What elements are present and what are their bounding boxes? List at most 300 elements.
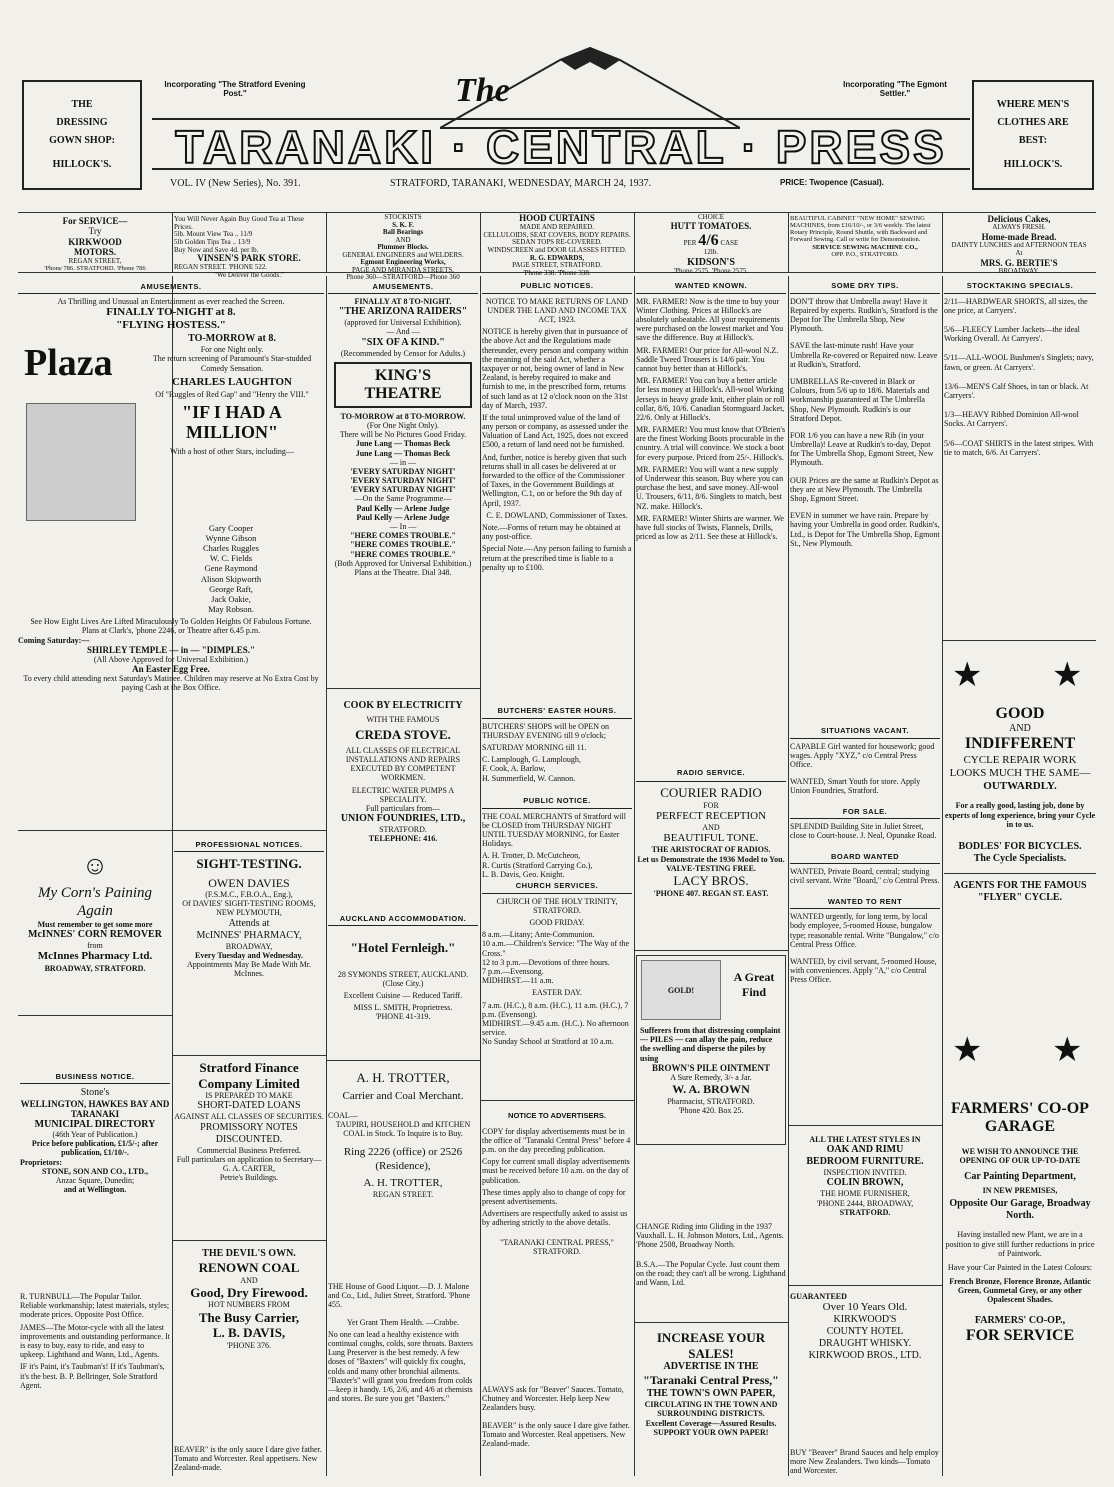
ad-line: MADE AND REPAIRED.	[519, 222, 595, 231]
corn-line: McINNES' CORN REMOVER	[28, 929, 162, 941]
ad-sewing-machine	[790, 215, 940, 258]
ointment-line: A Great Find	[733, 970, 775, 999]
col1-amusements	[18, 280, 324, 830]
ad-line: ALWAYS FRESH.	[992, 223, 1046, 232]
ad-line: 'Phone 786. STRATFORD. 'Phone 786	[44, 265, 146, 273]
finance-line: G. A. CARTER,	[222, 1163, 276, 1173]
corn-line: My Corn's Paining Again	[37, 885, 153, 919]
laughton-photo	[26, 403, 136, 521]
cycle-line: OUTWARDLY.	[983, 780, 1057, 793]
ointment-line: 'Phone 420. Box 25.	[678, 1106, 744, 1116]
col2-finance	[174, 1060, 324, 1182]
furniture-line: THE HOME FURNISHER,	[820, 1189, 910, 1199]
notice-para: Note.—Forms of return may be obtained at any post-office.	[482, 522, 621, 542]
corn-line: BROADWAY, STRATFORD.	[44, 963, 146, 973]
ad-line: BEAUTIFUL CABINET "NEW HOME" SEWING MACHINES, from £16/10/-, or 3/6 weekly. The latest Rotary Principle, Round Shuttle, with Backward and Forward Sewing. Call or write for Demonstration.	[790, 215, 931, 244]
ointment-line: GOLD!	[667, 986, 695, 995]
coal-line: HOT NUMBERS FROM	[208, 1300, 290, 1310]
section-heading: BUTCHERS' EASTER HOURS.	[482, 705, 632, 719]
ad-line: Egmont Engineering Works,	[360, 258, 446, 267]
whisky-line: KIRKWOOD BROS., LTD.	[808, 1350, 922, 1362]
garage-line: French Bronze, Florence Bronze, Atlantic Green, Gunmetal Grey, or any other Opalescent Shades.	[949, 1277, 1091, 1305]
sales-line: Excellent Coverage—Assured Results.	[645, 1418, 777, 1428]
special-ad: 2/11—HARDWEAR SHORTS, all sizes, the one price, at Carryers'.	[944, 296, 1088, 315]
radio-line: FOR	[703, 800, 719, 810]
ad-line: VINSEN'S PARK STORE.	[197, 253, 301, 264]
dateline: STRATFORD, TARANAKI, WEDNESDAY, MARCH 24, 1937.	[390, 178, 652, 189]
corn-line: McInnes Pharmacy Ltd.	[37, 950, 153, 963]
farmer-ad: MR. FARMER! You must know that O'Brien's are the finest Working Boots procurable in the country. A trial will convince. We stock a boot for every purpose. Priced from 25/-. Hillock's.	[636, 425, 785, 462]
whisky-line: COUNTY HOTEL	[826, 1326, 904, 1338]
radio-line: VALVE-TESTING FREE.	[666, 864, 756, 874]
small-ad: B.S.A.—The Popular Cycle. Just count them on the road; they can't all be wrong. Lighthand and Wann, Ltd.	[636, 1259, 786, 1287]
notice-para: 8 a.m.—Litany; Ante-Communion.	[482, 930, 595, 940]
ad-vinsen	[174, 216, 324, 280]
trotter-line: Ring 2226 (office) or 2526 (Residence),	[343, 1146, 463, 1172]
notice-para: C. Lamplough, G. Lamplough,	[482, 755, 581, 765]
creda-line: STRATFORD.	[379, 825, 427, 835]
ad-line: Plummer Blocks.	[377, 243, 429, 252]
finance-line: SHORT-DATED LOANS	[197, 1100, 301, 1112]
accom-line: Excellent Cuisine — Reduced Tariff.	[343, 990, 463, 1000]
ad-line: CHOICE	[697, 213, 725, 221]
radio-line: COURIER RADIO	[660, 785, 762, 800]
radio-line: 'PHONE 407. REGAN ST. EAST.	[653, 888, 769, 898]
plaza-line: With a host of other Stars, including—	[170, 446, 294, 456]
garage-line: FOR SERVICE	[965, 1326, 1075, 1344]
cycle-line: CYCLE REPAIR WORK	[963, 753, 1077, 766]
plaza-line: The return screening of Paramount's Star-studded Comedy Sensation.	[152, 354, 312, 373]
finance-line: PROMISSORY NOTES DISCOUNTED.	[200, 1121, 298, 1145]
kings-line: Plans at the Theatre. Dial 348.	[354, 567, 452, 577]
ad-line: You Will Never Again Buy Good Tea at These Prices.	[174, 215, 304, 231]
notice-para: SATURDAY MORNING till 11.	[482, 743, 587, 752]
ad-egmont-engineering	[328, 214, 478, 282]
ad-line: Delicious Cakes,	[987, 214, 1051, 224]
accom-line: 'PHONE 41-319.	[375, 1012, 431, 1022]
star-name: Wynne Gibson	[205, 532, 257, 543]
notice-para: If the total unimproved value of the land of any person or company, as assessed under the Valuation of Land Act, 1925, does not exceed £500, a return of land need not be furnished.	[482, 412, 629, 450]
classified-ad: SPLENDID Building Site in Juliet Street, close to Court-house. J. Neal, Opunake Road.	[790, 822, 937, 841]
small-ad: No one can lead a healthy existence with continual coughs, colds, sore throats. Baxters Lung Preserver is the best remedy. A few doses of "Baxters" will quickly fix coughs, colds and many other bronchial ailments. "Baxter's" will grant you freedom from colds—keep it handy. 1/6, 2/6, and 4/6 at chemists and stores. Be sure you get "Baxters."	[328, 1329, 473, 1404]
kings-line: (For One Night Only).	[367, 420, 439, 430]
accom-line: "Hotel Fernleigh."	[350, 940, 456, 955]
creda-line: TELEPHONE: 416.	[368, 834, 438, 844]
notice-para: 12 to 3 p.m.—Devotions of three hours.	[482, 957, 610, 967]
ad-line: HUTT TOMATOES.	[670, 220, 752, 231]
cycle-line: AGENTS FOR THE FAMOUS	[953, 879, 1087, 891]
notice-para: These times apply also to change of copy for present advertisements.	[482, 1187, 626, 1206]
ad-line: For SERVICE—	[62, 216, 128, 226]
plaza-line: See How Eight Lives Are Lifted Miraculously To Golden Heights Of Fabulous Fortune.	[30, 617, 312, 627]
ointment-line: W. A. BROWN	[672, 1081, 750, 1096]
star-icon: ★	[1052, 657, 1083, 694]
kings-line: June Lang — Thomas Beck	[355, 439, 451, 449]
kings-line: "HERE COMES TROUBLE."	[350, 531, 456, 541]
section-heading: WANTED TO RENT	[790, 896, 940, 910]
notice-para: R. Curtis (Stratford Carrying Co.),	[482, 860, 593, 870]
notice-para: L. B. Davis, Geo. Knight.	[482, 869, 565, 879]
kings-line: "THE ARIZONA RAIDERS"	[338, 306, 468, 318]
col4-church	[482, 880, 632, 1046]
corn-line: Must remember to get some more	[37, 920, 153, 929]
cycle-line: BODLES' FOR BICYCLES.	[958, 840, 1082, 852]
notice-para: COPY for display advertisements must be in the office of "Taranaki Central Press" before 4 p.m. on the day preceding publication.	[482, 1126, 631, 1154]
col3-smalls	[328, 1282, 478, 1406]
business-line: (46th Year of Publication.)	[52, 1130, 138, 1139]
notice-para: "TARANAKI CENTRAL PRESS," STRATFORD.	[500, 1237, 614, 1256]
incorporating-right: Incorporating "The Egmont Settler."	[843, 80, 947, 99]
section-heading: RADIO SERVICE.	[636, 765, 786, 782]
tip-ad: UMBRELLAS Re-covered in Black or Colours, from 5/6 up to 18/6. Materials and workmanship guaranteed at The Umbrella Shop, New Plymouth. Rudkin's is our Stratford Depot.	[790, 376, 930, 423]
notice-para: C. E. DOWLAND, Commissioner of Taxes.	[486, 510, 628, 520]
price-line: PRICE: Twopence (Casual).	[780, 178, 884, 187]
col7-stocktaking	[944, 280, 1096, 467]
star-icon: ★	[952, 657, 983, 694]
notice-para: Advertisers are respectfully asked to assist us by adhering strictly to the above details.	[482, 1209, 628, 1228]
plaza-line: TO-MORROW at 8.	[188, 332, 276, 344]
cycle-line: GOOD	[995, 705, 1045, 722]
kings-theatre-banner: KING'S THEATRE	[334, 362, 472, 408]
accom-line: 28 SYMONDS STREET, AUCKLAND. (Close City.)	[337, 969, 469, 988]
notice-para: And, further, notice is hereby given that such returns shall in all cases be delivered at or forwarded to the office of the Commissioner of Taxes, in the Government Buildings at Wellington, C.1, on or before the 9th day of April, 1937.	[482, 452, 627, 508]
col5-smalls	[636, 1222, 786, 1290]
prospector-cartoon-icon	[641, 960, 721, 1020]
farmer-ad: MR. FARMER! You will want a new supply of Underwear this season. Buy where you can purchase the best, and save money. All-wool U. Trousers, 6/11, 8/6. Singlets to match, best NZ. make. Hillock's.	[636, 464, 784, 511]
business-line: Proprietors:	[20, 1157, 63, 1167]
special-ad: 5/6—COAT SHIRTS in the latest stripes. With tie to match, 6/6. At Carryers'.	[944, 438, 1094, 457]
ad-line: GENERAL ENGINEERS and WELDERS.	[342, 250, 464, 259]
farmer-ad: MR. FARMER! Now is the time to buy your Winter Clothing. Prices at Hillock's are absolutely unbeatable. All your requirements were purchased on the lowest market and You save the difference. Buy at Hillock's.	[636, 296, 784, 343]
star-name: Gary Cooper	[208, 522, 254, 533]
col4-public-notices	[482, 280, 632, 575]
col6-furniture	[790, 1135, 940, 1217]
kings-line: 'EVERY SATURDAY NIGHT'	[350, 466, 456, 476]
sight-line: Appointments May Be Made With Mr. McInnes.	[187, 959, 311, 979]
trotter-line: Carrier and Coal Merchant.	[342, 1089, 464, 1102]
ad-bertie	[944, 214, 1094, 276]
garage-line: Car Painting Department,	[964, 1171, 1076, 1183]
coal-line: Good, Dry Firewood.	[190, 1284, 308, 1300]
section-heading: PUBLIC NOTICE.	[482, 795, 632, 809]
star-name: Alison Skipworth	[200, 573, 262, 584]
furniture-line: BEDROOM FURNITURE.	[806, 1156, 924, 1168]
garage-line: FARMERS' CO-OP.,	[974, 1314, 1066, 1326]
ad-line: HOOD CURTAINS	[519, 213, 595, 223]
creda-line: ALL CLASSES OF ELECTRICAL INSTALLATIONS AND REPAIRS EXECUTED BY COMPETENT WORKMEN.	[345, 745, 461, 783]
garage-line: Having installed new Plant, we are in a position to give still further reductions in price of Paintwork.	[945, 1230, 1095, 1258]
kings-line: — In —	[389, 522, 417, 531]
col4-advertisers	[482, 1112, 632, 1259]
small-ad: CHANGE Riding into Gliding in the 1937 Vauxhall. L. H. Johnson Motors, Ltd., Agents. 'Phone 2508, Broadway North.	[636, 1222, 784, 1250]
section-heading: STOCKTAKING SPECIALS.	[944, 280, 1096, 294]
ad-line: KIRKWOOD	[68, 236, 122, 247]
kings-line: FINALLY AT 8 TO-NIGHT.	[354, 297, 452, 306]
section-heading: BUSINESS NOTICE.	[20, 1070, 170, 1084]
ad-line: 'Phone 338. 'Phone 338.	[523, 269, 591, 278]
star-name: George Raft,	[209, 583, 253, 594]
small-ad: R. TURNBULL—The Popular Tailor. Reliable workmanship; latest materials, styles; moderate prices. Opposite Post Office.	[20, 1292, 170, 1320]
notice-para: H. Summerfield, W. Cannon.	[482, 773, 576, 783]
finance-line: IS PREPARED TO MAKE	[205, 1091, 293, 1101]
whisky-line: DRAUGHT WHISKY.	[818, 1338, 912, 1350]
trotter-line: A. H. TROTTER,	[363, 1176, 443, 1189]
business-line: STONE, SON AND CO., LTD.,	[41, 1166, 149, 1176]
tip-ad: SAVE the last-minute rush! Have your Umbrella Re-covered or Repaired now. Leave at Rudkin's, Stratford.	[790, 341, 938, 369]
notice-para: MIDHIRST.—9.45 a.m. (H.C.). No afternoon service.	[482, 1018, 629, 1038]
kings-line: (approved for Universal Exhibition).	[344, 318, 462, 328]
business-line: and at Wellington.	[63, 1185, 127, 1195]
notice-para: CHURCH OF THE HOLY TRINITY, STRATFORD.	[496, 896, 618, 915]
ad-line: 'Phone 2575. 'Phone 2575.	[673, 266, 749, 275]
col7-cycle	[944, 705, 1096, 904]
plaza-line: (All Above Approved for Universal Exhibition.)	[93, 654, 249, 664]
radio-line: LACY BROS.	[673, 873, 749, 889]
special-ad: 13/6—MEN'S Calf Shoes, in tan or black. At Carryers'.	[944, 381, 1089, 400]
ad-line: KIDSON'S	[687, 256, 735, 268]
section-heading: PROFESSIONAL NOTICES.	[174, 838, 324, 852]
classified-ad: WANTED urgently, for long term, by local body employee, 5-roomed House, bungalow type; reasonable rental. Write "Bungalow," c/o Central Press Office.	[790, 912, 939, 949]
right-box-line: CLOTHES ARE	[997, 117, 1069, 128]
section-heading: AMUSEMENTS.	[328, 280, 478, 294]
ad-line: S. K. F.	[392, 220, 414, 229]
business-line: Stone's	[80, 1087, 110, 1098]
creda-line: Full particulars from—	[365, 803, 441, 813]
right-box-line: WHERE MEN'S	[996, 99, 1070, 110]
section-heading: NOTICE TO ADVERTISERS.	[508, 1111, 606, 1120]
notice-para: EASTER DAY.	[532, 988, 582, 998]
sales-line: ADVERTISE IN THE	[663, 1361, 759, 1373]
section-heading: PUBLIC NOTICES.	[482, 280, 632, 294]
garage-line: Have your Car Painted in the Latest Colours:	[947, 1262, 1093, 1272]
section-heading: SOME DRY TIPS.	[790, 280, 940, 294]
garage-line: GARAGE	[984, 1118, 1056, 1136]
ad-line: PAGE AND MIRANDA STREETS,	[351, 265, 455, 274]
cycle-line: "FLYER" CYCLE.	[977, 891, 1063, 903]
garage-line: IN NEW PREMISES,	[982, 1186, 1058, 1196]
farmer-ad: MR. FARMER! You can buy a better article for less money at Hillock's. All-wool Working Jerseys in heavy grade knit, either plain or roll collar, 8/6, 10/6. Canadian Stormguard Jacket, 22/6. Only at Hillock's.	[636, 376, 785, 422]
plaza-line: As Thrilling and Unusual an Entertainment as ever reached the Screen.	[57, 297, 285, 306]
ad-line: MRS. G. BERTIE'S	[980, 257, 1058, 268]
col4-public-notice	[482, 795, 632, 879]
coal-line: 'PHONE 376.	[226, 1340, 272, 1350]
ad-line: MOTORS.	[73, 247, 117, 258]
plaza-line: "FLYING HOSTESS."	[116, 319, 226, 332]
coal-line: THE DEVIL'S OWN.	[202, 1248, 296, 1259]
sight-line: OWEN DAVIES	[208, 875, 290, 890]
vol-line: VOL. IV (New Series), No. 391.	[170, 178, 301, 189]
ad-edwards	[482, 214, 632, 278]
notice-para: Special Note.—Any person failing to furnish a return at the prescribed time is liable to a penalty up to £100.	[482, 544, 632, 572]
special-ad: 5/6—FLEECY Lumber Jackets—the ideal Working Overall. At Carryers'.	[944, 325, 1080, 344]
plaza-line: Of "Ruggles of Red Gap" and "Henry the VIII."	[155, 389, 309, 399]
ad-kidson	[636, 214, 786, 276]
ad-line: "We Deliver the Goods."	[214, 271, 284, 280]
masthead-right-box	[972, 80, 1094, 190]
ad-line: REGAN STREET,	[68, 257, 122, 266]
notice-para: 10 a.m.—Children's Service: "The Way of the Cross."	[482, 939, 629, 958]
notice-para: THE COAL MERCHANTS of Stratford will be CLOSED from THURSDAY NIGHT UNTIL TUESDAY MORNING, for Easter Holidays.	[482, 811, 626, 849]
col6-whisky	[790, 1292, 940, 1362]
sales-line: THE TOWN'S OWN PAPER,	[646, 1387, 776, 1399]
kings-line: Paul Kelly — Arlene Judge	[356, 503, 450, 513]
incorporating-left: Incorporating "The Stratford Evening Post."	[164, 80, 306, 99]
notice-para: GOOD FRIDAY.	[529, 918, 585, 927]
ad-line: Home-made Bread.	[981, 231, 1057, 242]
notice-para: A. H. Trotter, D. McCutcheon,	[482, 851, 581, 861]
section-heading: AUCKLAND ACCOMMODATION.	[328, 912, 478, 926]
ointment-line: BROWN'S PILE OINTMENT	[651, 1062, 771, 1073]
creda-line: ELECTRIC WATER PUMPS A SPECIALITY.	[351, 785, 455, 804]
ad-line: R. G. EDWARDS,	[529, 253, 585, 262]
right-box-line: BEST:	[1018, 135, 1048, 146]
ad-line: 5lb. Mount View Tea .. 11/9	[174, 230, 253, 239]
ad-line: CELLULOIDS, SEAT COVERS, BODY REPAIRS.	[483, 230, 631, 239]
small-ad: IF it's Paint, it's Taubman's! If it's Taubman's, it's the best. B. P. Bellringer, Sole Stratford Agent.	[20, 1362, 165, 1390]
furniture-line: COLIN BROWN,	[826, 1177, 904, 1189]
sight-line: McINNES' PHARMACY,	[196, 929, 302, 941]
ad-line: SERVICE SEWING MACHINE CO.,	[812, 243, 918, 251]
col3-accommodation	[328, 912, 478, 1022]
masthead-script-the: The	[455, 72, 510, 109]
finance-line: Stratford Finance Company Limited	[198, 1060, 300, 1091]
kings-line: (Both Approved for Universal Exhibition.)	[334, 558, 472, 568]
classified-ad: CAPABLE Girl wanted for housework; good wages. Apply "XYZ," c/o Central Press Office.	[790, 741, 935, 769]
kings-line: "SIX OF A KIND."	[361, 336, 445, 348]
col1-smalls	[20, 1292, 170, 1393]
finance-line: Petrie's Buildings.	[219, 1173, 279, 1183]
cycle-line: AND	[1009, 723, 1031, 735]
radio-line: BEAUTIFUL TONE.	[663, 832, 759, 845]
ad-line: Try	[88, 226, 102, 237]
col3-creda	[328, 700, 478, 843]
notice-para: MIDHIRST.—11 a.m.	[482, 976, 554, 986]
col2-professional	[174, 838, 324, 978]
notice-para: F. Cook, A. Barlow,	[482, 764, 546, 774]
section-heading: WANTED KNOWN.	[636, 280, 786, 294]
kings-line: Paul Kelly — Arlene Judge	[356, 512, 450, 522]
ad-line: 4/6	[698, 231, 719, 249]
kings-line: TO-MORROW at 8 TO-MORROW.	[340, 411, 466, 421]
coal-line: AND	[240, 1275, 258, 1285]
sight-line: BROADWAY,	[225, 941, 273, 951]
col2-beaver: BEAVER" is the only sauce I dare give father. Tomato and Worcester. Real appetisers. New Zealand-made.	[174, 1445, 322, 1473]
plaza-line: For one Night only.	[200, 344, 264, 354]
sales-line: CIRCULATING IN THE TOWN AND SURROUNDING DISTRICTS.	[644, 1399, 778, 1419]
furniture-line: 'PHONE 2444, BROADWAY,	[816, 1198, 914, 1208]
special-ad: 1/3—HEAVY Ribbed Dominion All-wool Socks. At Carryers'.	[944, 410, 1079, 429]
tip-ad: OUR Prices are the same at Rudkin's Depot as they are at New Plymouth. The Umbrella Shop, Egmont Street.	[790, 475, 939, 503]
left-box-line: DRESSING	[56, 117, 108, 128]
right-box-line: HILLOCK'S.	[1003, 159, 1063, 170]
farmer-ad: MR. FARMER! Winter Shirts are warmer. We have full stocks of Twists, Flannels, Drills, priced as low as 2/11. See these at Hillock's.	[636, 513, 784, 542]
star-icon: ★	[952, 1032, 983, 1069]
business-line: Price before publication, £1/5/-; after publication, £1/10/-.	[31, 1139, 159, 1158]
left-box-line: THE	[71, 99, 93, 110]
cycle-line: INDIFFERENT	[964, 735, 1076, 753]
ad-kirkwood-motors	[20, 216, 170, 273]
film-title: "IF I HAD A MILLION"	[182, 402, 282, 442]
star-name: Charles Ruggles	[203, 542, 259, 553]
creda-line: UNION FOUNDRIES, LTD.,	[340, 813, 466, 825]
creda-line: WITH THE FAMOUS	[366, 715, 440, 724]
farmer-ad: MR. FARMER! Our price for All-wool N.Z. Saddle Tweed Trousers is 14/6 pair. You cannot buy better than at Hillock's.	[636, 345, 779, 373]
section-heading: BOARD WANTED	[790, 851, 940, 865]
plaza-line: To every child attending next Saturday's Matinee. Children may reserve at No Extra Cost by paying Cash at the Box Office.	[23, 674, 319, 693]
business-notice	[20, 1070, 170, 1194]
ad-line: 12lb.	[703, 248, 719, 257]
kings-line: "HERE COMES TROUBLE."	[350, 549, 456, 559]
sight-line: Attends at	[228, 917, 270, 929]
kings-line: "HERE COMES TROUBLE."	[350, 540, 456, 550]
small-ad: JAMES—The Motor-cycle with all the latest improvements and outstanding performance. It is easy to buy, easy to ride, and easy to upkeep. Lighthand and Wann, Ltd., Agents.	[20, 1322, 170, 1360]
classified-ad: WANTED, Smart Youth for store. Apply Union Foundries, Stratford.	[790, 777, 921, 796]
sales-line: SUPPORT YOUR OWN PAPER!	[653, 1427, 769, 1437]
ad-line: CASE	[720, 238, 739, 247]
kings-line: — in —	[389, 457, 417, 467]
sight-line: SIGHT-TESTING.	[196, 856, 302, 871]
tip-ad: FOR 1/6 you can have a new Rib (in your Umbrella)! Leave at Rudkin's to-day, Depot for The Umbrella Shop, Egmont Street, New Plymouth.	[790, 430, 934, 468]
star-name: Gene Raymond	[204, 563, 258, 574]
col6-dry-tips	[790, 280, 940, 551]
kings-line: There will be No Pictures Good Friday.	[339, 430, 467, 440]
tip-ad: EVEN in summer we have rain. Prepare by having your Umbrella in good order. Rudkin's, Ltd., is Depot for The Umbrella Shop, Egmont St., New Plymouth.	[790, 511, 940, 548]
section-heading: CHURCH SERVICES.	[482, 880, 632, 894]
kings-line: — And —	[386, 327, 420, 337]
notice-para: 7 p.m.—Evensong.	[482, 966, 544, 976]
ad-line: AND	[395, 235, 411, 244]
notice-para: 7 a.m. (H.C.), 8 a.m. (H.C.), 11 a.m. (H.C.), 7 p.m. (Evensong).	[482, 1000, 629, 1019]
notice-para: BUTCHERS' SHOPS will be OPEN on THURSDAY EVENING till 9 o'clock;	[482, 721, 610, 740]
plaza-line: CHARLES LAUGHTON	[172, 376, 292, 389]
trotter-line: COAL—	[328, 1110, 358, 1120]
sales-line: "Taranaki Central Press,"	[643, 1373, 779, 1388]
col6-classifieds	[790, 725, 940, 988]
star-name: Jack Oakie,	[211, 593, 251, 604]
garage-line: Opposite Our Garage, Broadway North.	[949, 1198, 1091, 1222]
ad-line: At	[1015, 248, 1023, 257]
col7-garage	[944, 1100, 1096, 1345]
plaza-line: FINALLY TO-NIGHT at 8.	[106, 306, 236, 319]
classified-ad: WANTED, Private Board, central; studying civil servant. Write "Board," c/o Central Press.	[790, 867, 940, 886]
ointment-line: A Sure Remedy, 3/- a Jar.	[670, 1072, 752, 1082]
masthead-title: TARANAKI · CENTRAL · PRESS	[175, 121, 947, 170]
section-heading: SITUATIONS VACANT.	[790, 725, 940, 739]
ad-line: PER	[683, 238, 697, 247]
whisky-line: Over 10 Years Old.	[822, 1301, 908, 1314]
col4-butchers	[482, 705, 632, 783]
cycle-line: For a really good, lasting job, done by experts of long experience, bring your Cycle in to us.	[944, 801, 1096, 829]
ad-line: PAGE STREET, STRATFORD.	[512, 261, 602, 270]
sight-line: Every Tuesday and Wednesday.	[195, 950, 303, 960]
left-box-line: GOWN SHOP:	[49, 135, 115, 146]
cycle-line: The Cycle Specialists.	[973, 852, 1067, 864]
col3-trotter	[328, 1070, 478, 1199]
masthead-title-band	[152, 118, 970, 170]
col3-kings	[328, 280, 478, 577]
business-line: Anzac Square, Dunedin;	[55, 1175, 135, 1185]
creda-line: COOK BY ELECTRICITY	[343, 700, 463, 711]
cycle-line: LOOKS MUCH THE SAME—	[949, 766, 1091, 779]
ad-line: Buy Now and Save 4d. per lb.	[174, 245, 259, 254]
furniture-line: INSPECTION INVITED.	[823, 1168, 907, 1178]
corn-remover-ad	[20, 850, 170, 1010]
classified-ad: WANTED, by civil servant, 5-roomed House, with conveniences. Apply "A," c/o Central Press Office.	[790, 956, 937, 985]
furniture-line: OAK AND RIMU	[826, 1144, 904, 1156]
special-ad: 5/11—ALL-WOOL Bushmen's Singlets; navy, fawn, or green. At Carryers'.	[944, 353, 1094, 372]
col5-wanted-known	[636, 280, 786, 544]
ad-line: DAINTY LUNCHES and AFTERNOON TEAS	[951, 240, 1087, 249]
